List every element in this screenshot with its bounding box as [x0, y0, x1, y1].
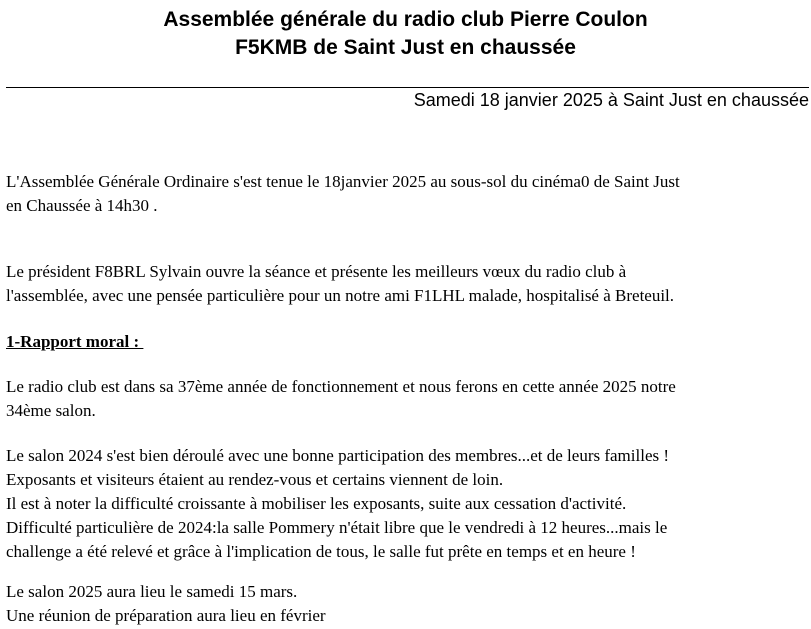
text-line: Il est à noter la difficulté croissante à mobiliser les exposants, suite aux cessation d'activité. [6, 494, 627, 513]
text-line: en Chaussée à 14h30 . [6, 196, 158, 215]
intro-paragraph [6, 170, 811, 218]
rapport-paragraph-2 [6, 444, 811, 564]
text-line: Le salon 2025 aura lieu le samedi 15 mars. [6, 582, 298, 601]
rapport-paragraph-3 [6, 580, 811, 628]
text-line: Difficulté particulière de 2024:la salle Pommery n'était libre que le vendredi à 12 heures...mais le [6, 518, 668, 537]
president-paragraph [6, 260, 811, 308]
text-line: challenge a été relevé et grâce à l'implication de tous, le salle fut prête en temps et en heure ! [6, 542, 636, 561]
text-line: Exposants et visiteurs étaient au rendez-vous et certains viennent de loin. [6, 470, 504, 489]
text-line: Le président F8BRL Sylvain ouvre la séance et présente les meilleurs vœux du radio club à [6, 262, 627, 281]
text-line: Le radio club est dans sa 37ème année de fonctionnement et nous ferons en cette année 2025 notre [6, 377, 676, 396]
text-line: 34ème salon. [6, 401, 96, 420]
text-line: l'assemblée, avec une pensée particulière pour un notre ami F1LHL malade, hospitalisé à Breteuil. [6, 286, 675, 305]
rapport-paragraph-1 [6, 375, 811, 423]
document-title-line2: F5KMB de Saint Just en chaussée [235, 36, 576, 59]
text-line: L'Assemblée Générale Ordinaire s'est tenue le 18janvier 2025 au sous-sol du cinéma0 de Saint Just [6, 172, 680, 191]
header-divider [6, 87, 809, 88]
text-line: Le salon 2024 s'est bien déroulé avec une bonne participation des membres...et de leurs familles ! [6, 446, 670, 465]
document-title-line1: Assemblée générale du radio club Pierre Coulon [163, 8, 648, 31]
date-place: Samedi 18 janvier 2025 à Saint Just en chaussée [413, 90, 809, 110]
text-line: Une réunion de préparation aura lieu en février [6, 606, 326, 625]
section-heading-text: 1-Rapport moral : [6, 332, 144, 351]
section-heading-rapport-moral [6, 330, 811, 354]
